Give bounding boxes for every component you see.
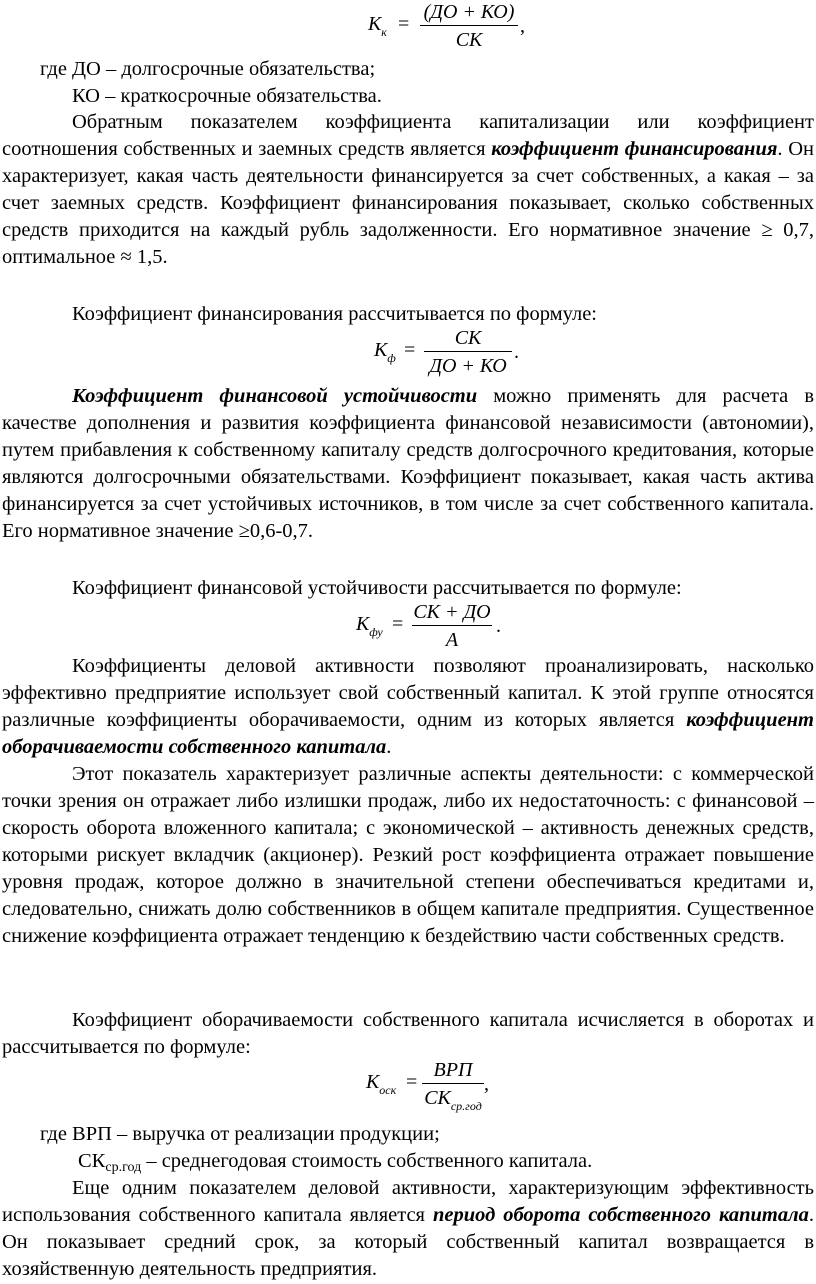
formula-kk bbox=[368, 2, 538, 52]
paragraph-business-activity bbox=[2, 653, 814, 761]
paragraph-financing-formula-intro: Коэффициент финансирования рассчитывается по формуле: bbox=[72, 303, 597, 325]
formula-kk-subscript: к bbox=[381, 25, 387, 39]
formula-kfu-fraction-bar bbox=[412, 625, 492, 626]
paragraph-stability-ratio bbox=[2, 383, 814, 545]
formula-kk-equals: = bbox=[398, 13, 410, 35]
formula-kosk-subscript: оск bbox=[379, 1083, 397, 1097]
definition-sk-text: – среднегодовая стоимость собственного капитала. bbox=[141, 1150, 593, 1172]
formula-kf-numerator: СК bbox=[454, 327, 482, 349]
paragraph-business-activity-text-2: . bbox=[386, 736, 392, 758]
formula-kfu-symbol: К bbox=[356, 613, 370, 635]
paragraph-turnover-period-text-2: . Он показывает средний срок, за который собственный капитал возвращается в хозяйственную деятельность предприятия. bbox=[2, 1204, 814, 1280]
formula-kf-period: . bbox=[514, 341, 519, 363]
paragraph-business-activity-text: Коэффициенты деловой активности позволяют проанализировать, насколько эффективно предприятие использует свой собственный капитал. К этой группе относятся различные коэффициенты оборачиваемости, одним из которых является bbox=[2, 655, 814, 731]
formula-kosk-numerator: ВРП bbox=[433, 1059, 473, 1081]
paragraph-financing-ratio-text-2: . Он характеризует, какая часть деятельности финансируется за счет собственных, а какая – за счет заемных средств. Коэффициент финансирования показывает, сколько собственных средств приходится на каждый рубль задолженности. Его нормативное значение ≥ 0,7, оптимальное ≈ 1,5. bbox=[2, 138, 814, 268]
paragraph-turnover-formula-intro: Коэффициент оборачиваемости собственного капитала исчисляется в оборотах и рассчитывается по формуле: bbox=[2, 1009, 814, 1058]
formula-kosk-symbol: К bbox=[366, 1071, 380, 1093]
formula-kosk-denominator-subscript: ср.год bbox=[450, 1099, 482, 1113]
formula-kosk-comma: , bbox=[484, 1073, 489, 1095]
paragraph-financing-ratio-text: Обратным показателем коэффициента капитализации или коэффициент соотношения собственных и заемных средств является bbox=[2, 111, 814, 160]
formula-kf-equals: = bbox=[404, 339, 416, 361]
formula-kosk-fraction-bar bbox=[422, 1083, 484, 1084]
paragraph-stability-ratio-text: можно применять для расчета в качестве дополнения и развития коэффициента финансовой независимости (автономии), путем прибавления к собственному капиталу средств долгосрочного кредитования, которые являются долгосрочными обязательствами. Коэффициент показывает, какая часть актива финансируется за счет устойчивых источников, в том числе за счет собственного капитала. Его нормативное значение ≥0,6-0,7. bbox=[2, 385, 814, 542]
formula-kosk-denominator: СК bbox=[424, 1087, 451, 1109]
paragraph-stability-formula-intro: Коэффициент финансовой устойчивости рассчитывается по формуле: bbox=[72, 577, 682, 599]
formula-kk-comma: , bbox=[520, 15, 525, 37]
formula-kfu-subscript: фу bbox=[369, 625, 383, 639]
formula-kf-symbol: К bbox=[374, 339, 388, 361]
formula-kf-denominator: ДО + КО bbox=[429, 355, 507, 377]
paragraph-indicator-aspects: Этот показатель характеризует различные аспекты деятельности: с коммерческой точки зрения он отражает либо излишки продаж, либо их недостаточность: с финансовой – скорость оборота вложенного капитала; с экономической – активность денежных средств, которыми рискует вкладчик (акционер). Резкий рост коэффициента отражает повышение уровня продаж, которое должно в значительной степени обеспечиваться кредитами и, следовательно, снижать долю собственников в общем капитале предприятия. Существенное снижение коэффициента отражает тенденцию к бездействию части собственных средств. bbox=[2, 763, 814, 947]
formula-kosk-equals: = bbox=[406, 1071, 418, 1093]
definition-sk-avg bbox=[78, 1148, 592, 1177]
formula-kk-symbol: К bbox=[368, 13, 382, 35]
term-financing-ratio: коэффициент финансирования bbox=[491, 138, 778, 160]
definition-vrp: где ВРП – выручка от реализации продукции; bbox=[40, 1123, 440, 1145]
formula-kfu-equals: = bbox=[392, 613, 404, 635]
term-turnover-period: период оборота собственного капитала bbox=[432, 1204, 809, 1226]
definition-sk-subscript: ср.год bbox=[105, 1160, 142, 1175]
formula-kk-numerator: (ДО + КО) bbox=[423, 1, 515, 23]
formula-kfu-period: . bbox=[496, 615, 501, 637]
paragraph-financing-ratio bbox=[2, 109, 814, 271]
formula-kf-subscript: ф bbox=[387, 351, 396, 365]
term-equity-turnover: коэффициент оборачиваемости собственного капитала bbox=[2, 709, 814, 758]
formula-kk-denominator: СК bbox=[455, 29, 483, 51]
formula-kfu-denominator: А bbox=[445, 629, 459, 651]
definition-do: где ДО – долгосрочные обязательства; bbox=[40, 58, 376, 80]
formula-kf-fraction-bar bbox=[424, 351, 512, 352]
formula-kk-fraction-bar bbox=[420, 25, 518, 26]
formula-kfu bbox=[356, 600, 516, 652]
paragraph-turnover-period bbox=[2, 1175, 814, 1283]
term-stability-ratio: Коэффициент финансовой устойчивости bbox=[72, 385, 478, 407]
paragraph-turnover-period-text: Еще одним показателем деловой активности, характеризующим эффективность использования собственного капитала является bbox=[2, 1177, 814, 1226]
formula-kosk bbox=[366, 1058, 526, 1116]
formula-kfu-numerator: СК + ДО bbox=[413, 601, 491, 623]
definition-ko: КО – краткосрочные обязательства. bbox=[72, 85, 382, 107]
definition-sk-symbol: СК bbox=[78, 1150, 106, 1172]
formula-kf bbox=[374, 326, 534, 378]
